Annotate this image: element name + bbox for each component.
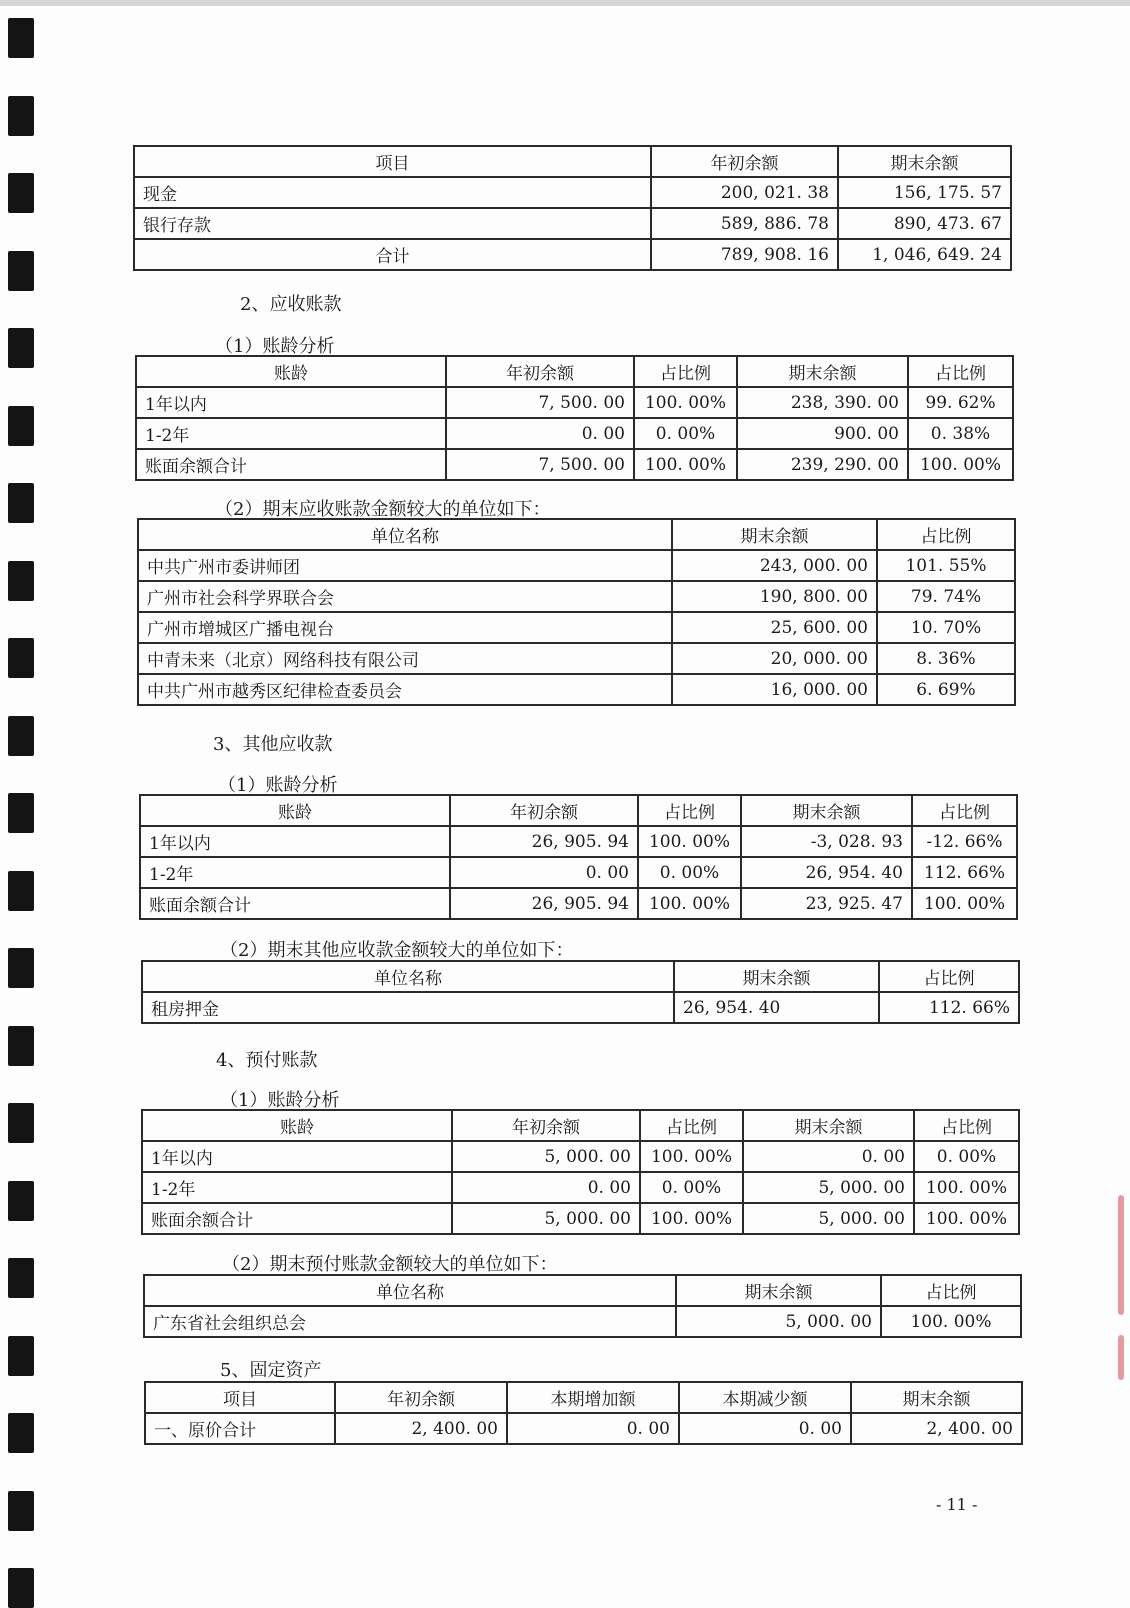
cell-value: 16, 000. 00 <box>672 674 877 705</box>
header-ratio: 占比例 <box>877 519 1015 550</box>
cell-label: 账面余额合计 <box>142 1203 452 1234</box>
cell-value: 238, 390. 00 <box>737 387 908 418</box>
header-ratio: 占比例 <box>634 356 737 387</box>
section-title-fixed-assets: 5、固定资产 <box>220 1360 322 1381</box>
header-aging: 账龄 <box>142 1110 452 1141</box>
table-row <box>138 674 1015 705</box>
cell-ratio: 112. 66% <box>879 992 1019 1023</box>
table-row <box>140 826 1017 857</box>
header-opening: 年初余额 <box>450 795 638 826</box>
cell-label: 账面余额合计 <box>136 449 446 480</box>
header-opening: 年初余额 <box>452 1110 640 1141</box>
table-total-row <box>134 239 1011 270</box>
red-seal-edge <box>1118 1195 1124 1315</box>
cell-label: 1年以内 <box>142 1141 452 1172</box>
cell-value: 2, 400. 00 <box>335 1413 507 1444</box>
cell-ratio: 0. 00% <box>914 1141 1019 1172</box>
header-item: 项目 <box>134 146 651 177</box>
section-title-receivables: 2、应收账款 <box>240 294 342 315</box>
cell-label: 1-2年 <box>136 418 446 449</box>
cell-unit: 广州市增城区广播电视台 <box>138 612 672 643</box>
binding-hole <box>8 328 34 368</box>
cell-value: 25, 600. 00 <box>672 612 877 643</box>
cell-value: 5, 000. 00 <box>743 1203 914 1234</box>
scan-top-edge <box>0 0 1130 6</box>
binding-hole <box>8 1491 34 1531</box>
cell-value: 7, 500. 00 <box>446 449 634 480</box>
header-closing: 期末余额 <box>676 1275 881 1306</box>
cell-label: 1-2年 <box>142 1172 452 1203</box>
table-row <box>138 550 1015 581</box>
binding-hole <box>8 793 34 833</box>
subsection-aging: （1）账龄分析 <box>220 1090 340 1111</box>
cell-value: 26, 905. 94 <box>450 888 638 919</box>
header-unit: 单位名称 <box>142 961 674 992</box>
cell-ratio: 100. 00% <box>640 1141 743 1172</box>
prepayments-units-table <box>143 1274 1022 1338</box>
cell-value: 243, 000. 00 <box>672 550 877 581</box>
cell-value: 789, 908. 16 <box>651 239 838 270</box>
cell-unit: 广东省社会组织总会 <box>144 1306 676 1337</box>
cell-value: 589, 886. 78 <box>651 208 838 239</box>
other-receivables-aging-table <box>139 794 1018 920</box>
subsection-aging: （1）账龄分析 <box>215 336 335 357</box>
header-ratio: 占比例 <box>908 356 1013 387</box>
binding-hole <box>8 638 34 678</box>
header-decrease: 本期减少额 <box>679 1382 851 1413</box>
cell-value: 26, 954. 40 <box>674 992 879 1023</box>
header-ratio: 占比例 <box>879 961 1019 992</box>
binding-hole <box>8 1258 34 1298</box>
cell-ratio: 100. 00% <box>914 1203 1019 1234</box>
header-unit: 单位名称 <box>144 1275 676 1306</box>
cell-ratio: -12. 66% <box>912 826 1017 857</box>
cell-label: 1-2年 <box>140 857 450 888</box>
header-aging: 账龄 <box>140 795 450 826</box>
header-ratio: 占比例 <box>881 1275 1021 1306</box>
cell-value: 0. 00 <box>507 1413 679 1444</box>
page-number: - 11 - <box>936 1495 978 1514</box>
binding-hole <box>8 1103 34 1143</box>
binding-hole <box>8 1336 34 1376</box>
cell-label: 账面余额合计 <box>140 888 450 919</box>
cell-label: 1年以内 <box>136 387 446 418</box>
binding-holes <box>0 0 40 1599</box>
table-row <box>138 612 1015 643</box>
table-header-row <box>134 146 1011 177</box>
table-header-row <box>145 1382 1022 1413</box>
header-closing: 期末余额 <box>851 1382 1022 1413</box>
table-row <box>144 1306 1021 1337</box>
binding-hole <box>8 173 34 213</box>
cell-value: 200, 021. 38 <box>651 177 838 208</box>
cell-ratio: 8. 36% <box>877 643 1015 674</box>
table-row <box>145 1413 1022 1444</box>
cell-ratio: 0. 38% <box>908 418 1013 449</box>
cell-ratio: 100. 00% <box>914 1172 1019 1203</box>
binding-hole <box>8 1413 34 1453</box>
table-row <box>142 1203 1019 1234</box>
cell-value: 5, 000. 00 <box>452 1141 640 1172</box>
cell-ratio: 10. 70% <box>877 612 1015 643</box>
cell-value: 0. 00 <box>452 1172 640 1203</box>
cell-value: 890, 473. 67 <box>838 208 1011 239</box>
table-row <box>136 387 1013 418</box>
cell-ratio: 100. 00% <box>912 888 1017 919</box>
binding-hole <box>8 871 34 911</box>
header-unit: 单位名称 <box>138 519 672 550</box>
header-increase: 本期增加额 <box>507 1382 679 1413</box>
table-header-row <box>138 519 1015 550</box>
cell-ratio: 6. 69% <box>877 674 1015 705</box>
cell-value: 900. 00 <box>737 418 908 449</box>
table-row <box>142 1141 1019 1172</box>
binding-hole <box>8 96 34 136</box>
cell-ratio: 0. 00% <box>634 418 737 449</box>
subsection-major-units: （2）期末预付账款金额较大的单位如下： <box>222 1254 558 1275</box>
header-closing: 期末余额 <box>741 795 912 826</box>
binding-hole <box>8 483 34 523</box>
binding-hole <box>8 1026 34 1066</box>
receivables-aging-table <box>135 355 1014 481</box>
cell-unit: 中青未来（北京）网络科技有限公司 <box>138 643 672 674</box>
cell-value: 26, 905. 94 <box>450 826 638 857</box>
header-aging: 账龄 <box>136 356 446 387</box>
cell-value: 23, 925. 47 <box>741 888 912 919</box>
cell-value: -3, 028. 93 <box>741 826 912 857</box>
binding-hole <box>8 1568 34 1608</box>
binding-hole <box>8 716 34 756</box>
header-closing: 期末余额 <box>743 1110 914 1141</box>
binding-hole <box>8 1181 34 1221</box>
cell-ratio: 99. 62% <box>908 387 1013 418</box>
cell-ratio: 100. 00% <box>881 1306 1021 1337</box>
cell-unit: 租房押金 <box>142 992 674 1023</box>
cell-value: 20, 000. 00 <box>672 643 877 674</box>
table-row <box>140 857 1017 888</box>
binding-hole <box>8 406 34 446</box>
cell-value: 5, 000. 00 <box>743 1172 914 1203</box>
cell-value: 0. 00 <box>446 418 634 449</box>
cell-value: 239, 290. 00 <box>737 449 908 480</box>
binding-hole <box>8 948 34 988</box>
cell-value: 1, 046, 649. 24 <box>838 239 1011 270</box>
cell-ratio: 101. 55% <box>877 550 1015 581</box>
header-opening: 年初余额 <box>446 356 634 387</box>
cell-ratio: 100. 00% <box>908 449 1013 480</box>
subsection-major-units: （2）期末其他应收款金额较大的单位如下： <box>220 940 574 961</box>
cell-label: 1年以内 <box>140 826 450 857</box>
table-row <box>136 418 1013 449</box>
header-ratio: 占比例 <box>638 795 741 826</box>
table-header-row <box>142 1110 1019 1141</box>
header-closing: 期末余额 <box>672 519 877 550</box>
cell-value: 156, 175. 57 <box>838 177 1011 208</box>
table-row <box>134 208 1011 239</box>
table-row <box>138 643 1015 674</box>
table-header-row <box>142 961 1019 992</box>
other-receivables-units-table <box>141 960 1020 1024</box>
header-closing: 期末余额 <box>737 356 908 387</box>
table-header-row <box>144 1275 1021 1306</box>
cell-unit: 中共广州市越秀区纪律检查委员会 <box>138 674 672 705</box>
table-header-row <box>140 795 1017 826</box>
header-opening: 年初余额 <box>335 1382 507 1413</box>
cell-unit: 中共广州市委讲师团 <box>138 550 672 581</box>
binding-hole <box>8 561 34 601</box>
cell-value: 190, 800. 00 <box>672 581 877 612</box>
binding-hole <box>8 251 34 291</box>
header-closing: 期末余额 <box>838 146 1011 177</box>
cell-value: 0. 00 <box>743 1141 914 1172</box>
subsection-major-units: （2）期末应收账款金额较大的单位如下： <box>215 499 551 520</box>
header-opening: 年初余额 <box>651 146 838 177</box>
table-header-row <box>136 356 1013 387</box>
cell-value: 0. 00 <box>679 1413 851 1444</box>
table-row <box>142 992 1019 1023</box>
cell-ratio: 100. 00% <box>638 888 741 919</box>
table-row <box>136 449 1013 480</box>
fixed-assets-table <box>144 1381 1023 1445</box>
cell-total-label: 合计 <box>134 239 651 270</box>
cell-unit: 广州市社会科学界联合会 <box>138 581 672 612</box>
table-row <box>142 1172 1019 1203</box>
header-ratio: 占比例 <box>914 1110 1019 1141</box>
cell-label: 银行存款 <box>134 208 651 239</box>
section-title-other-receivables: 3、其他应收款 <box>213 734 333 755</box>
binding-hole <box>8 18 34 58</box>
cell-ratio: 79. 74% <box>877 581 1015 612</box>
cell-ratio: 0. 00% <box>640 1172 743 1203</box>
cell-ratio: 100. 00% <box>638 826 741 857</box>
receivables-units-table <box>137 518 1016 706</box>
cell-value: 5, 000. 00 <box>452 1203 640 1234</box>
table-row <box>140 888 1017 919</box>
cell-ratio: 100. 00% <box>640 1203 743 1234</box>
table-row <box>134 177 1011 208</box>
header-item: 项目 <box>145 1382 335 1413</box>
cell-value: 5, 000. 00 <box>676 1306 881 1337</box>
cell-value: 0. 00 <box>450 857 638 888</box>
table-row <box>138 581 1015 612</box>
prepayments-aging-table <box>141 1109 1020 1235</box>
cell-ratio: 0. 00% <box>638 857 741 888</box>
subsection-aging: （1）账龄分析 <box>218 775 338 796</box>
header-ratio: 占比例 <box>912 795 1017 826</box>
cash-table <box>133 145 1012 271</box>
cell-label: 现金 <box>134 177 651 208</box>
red-seal-edge-lower <box>1118 1335 1124 1380</box>
cell-ratio: 112. 66% <box>912 857 1017 888</box>
cell-value: 2, 400. 00 <box>851 1413 1022 1444</box>
cell-value: 7, 500. 00 <box>446 387 634 418</box>
header-ratio: 占比例 <box>640 1110 743 1141</box>
section-title-prepayments: 4、预付账款 <box>216 1050 318 1071</box>
header-closing: 期末余额 <box>674 961 879 992</box>
cell-ratio: 100. 00% <box>634 449 737 480</box>
cell-ratio: 100. 00% <box>634 387 737 418</box>
cell-label: 一、原价合计 <box>145 1413 335 1444</box>
cell-value: 26, 954. 40 <box>741 857 912 888</box>
